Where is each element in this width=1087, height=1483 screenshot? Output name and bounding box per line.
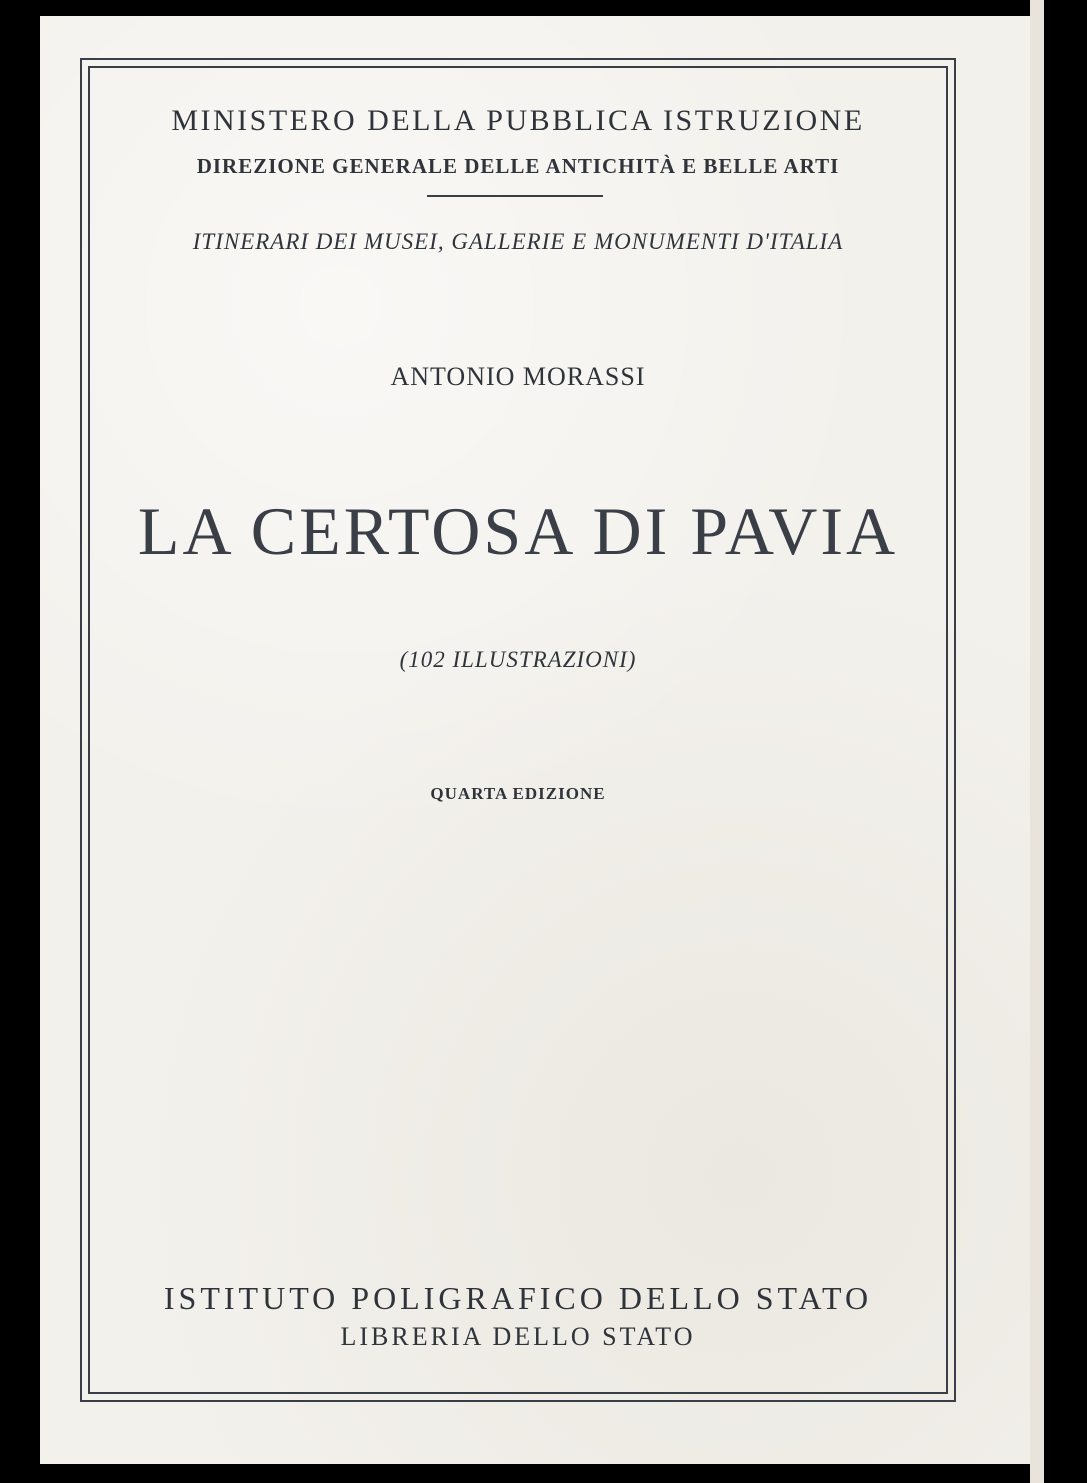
bookshop-name: LIBRERIA DELLO STATO: [340, 1322, 696, 1351]
publisher-name: ISTITUTO POLIGRAFICO DELLO STATO: [163, 1280, 873, 1316]
series-title: ITINERARI DEI MUSEI, GALLERIE E MONUMENTI D'ITALIA: [192, 229, 844, 254]
illustrations-note: (102 ILLUSTRAZIONI): [399, 647, 637, 672]
edition-label: QUARTA EDIZIONE: [430, 784, 606, 803]
page-edge: [1030, 0, 1044, 1483]
inner-border-frame: [88, 66, 948, 1394]
divider-rule: [427, 195, 603, 197]
direction-subheading: DIREZIONE GENERALE DELLE ANTICHITÀ E BELLE ARTI: [196, 154, 840, 178]
author-name: ANTONIO MORASSI: [390, 362, 646, 391]
book-title: LA CERTOSA DI PAVIA: [137, 493, 899, 569]
ministry-heading: MINISTERO DELLA PUBBLICA ISTRUZIONE: [171, 104, 865, 137]
